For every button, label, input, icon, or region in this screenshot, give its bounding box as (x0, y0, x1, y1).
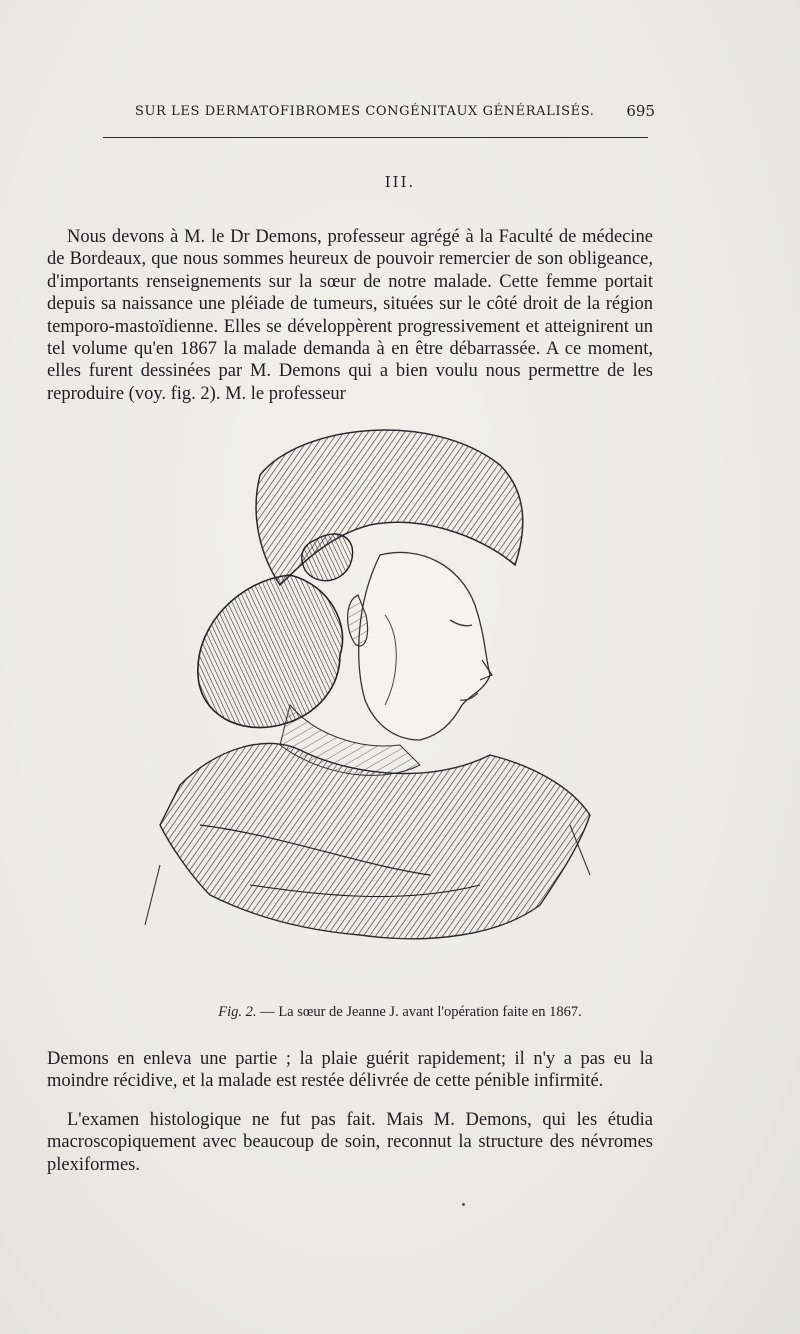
portrait-engraving (100, 405, 620, 995)
paragraph-2: Demons en enleva une partie ; la plaie guérit rapidement; il n'y a pas eu la moindre récidive, et la malade est restée délivrée de cette pénible infirmité. (47, 1049, 653, 1092)
figure-caption-text: — La sœur de Jeanne J. avant l'opération faite en 1867. (256, 1004, 582, 1020)
figure-engraving (100, 405, 620, 995)
paragraph-3 (47, 1109, 653, 1176)
page-number: 695 (626, 102, 655, 120)
running-title: SUR LES DERMATOFIBROMES CONGÉNITAUX GÉNÉRALISÉS. (135, 104, 595, 119)
header-rule (103, 137, 648, 138)
section-heading: III. (384, 173, 416, 191)
print-speck (462, 1203, 465, 1206)
paragraph-1: Nous devons à M. le Dr Demons, professeur agrégé à la Faculté de médecine de Bordeaux, que nous sommes heureux de pouvoir remercier de son obligeance, d'importants renseignements sur la sœur de notre malade. Cette femme portait depuis sa naissance une pléiade de tumeurs, situées sur le côté droit de la région temporo-mastoïdienne. Elles se développèrent progressivement et atteignirent un tel volume qu'en 1867 la malade demanda à en être débarrassée. A ce moment, elles furent dessinées par M. Demons qui a bien voulu nous permettre de les reproduire (voy. fig. 2). M. le professeur (47, 227, 653, 404)
figure-caption (0, 1004, 800, 1021)
paragraph-3-text: L'examen histologique ne fut pas fait. Mais M. Demons, qui les étudia macroscopiquement avec beaucoup de soin, reconnut la structure des névromes plexiformes. (47, 1110, 653, 1175)
figure-label: Fig. 2. (218, 1004, 257, 1020)
